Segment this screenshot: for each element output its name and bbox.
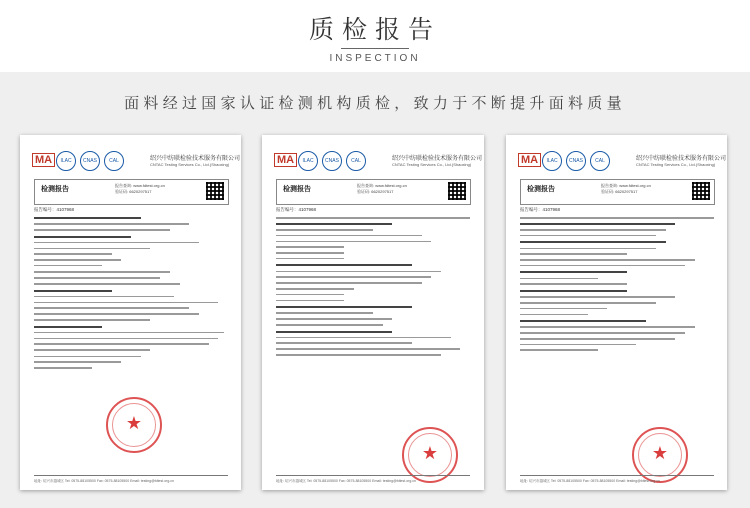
- ma-logo: MA: [274, 153, 297, 167]
- red-seal-stamp: ★: [632, 427, 688, 483]
- ma-logo: MA: [518, 153, 541, 167]
- report-query-url: 报告查询: www.fdtest.org.cn: [357, 183, 407, 188]
- qr-code-icon: [448, 182, 466, 200]
- report-header-box: [34, 179, 229, 205]
- ma-logo: MA: [32, 153, 55, 167]
- report-number: 报告编号：4107968: [520, 207, 561, 212]
- cal-logo: CAL: [346, 151, 366, 171]
- certification-logos: [298, 151, 366, 171]
- report-body-text: [520, 217, 714, 355]
- report-page-3: [506, 135, 727, 490]
- ilac-logo: ILAC: [298, 151, 318, 171]
- report-page-2: [262, 135, 484, 490]
- title-divider: [341, 48, 409, 49]
- report-body-text: [276, 217, 470, 360]
- report-body-text: [34, 217, 228, 373]
- report-verify-code: 验证码: 6620297517: [115, 189, 152, 194]
- footer-divider: [34, 475, 228, 476]
- report-query-url: 报告查询: www.fdtest.org.cn: [115, 183, 165, 188]
- red-seal-stamp: ★: [106, 397, 162, 453]
- report-label: 检测报告: [41, 185, 69, 193]
- footer-divider: [520, 475, 714, 476]
- report-page-1: [20, 135, 241, 490]
- report-label: 检测报告: [283, 185, 311, 193]
- report-header-box: [276, 179, 471, 205]
- red-seal-stamp: ★: [402, 427, 458, 483]
- lab-name: 绍兴中纺联检验技术服务有限公司: [392, 155, 483, 162]
- cal-logo: CAL: [590, 151, 610, 171]
- report-info: [115, 183, 165, 195]
- certification-logos: [542, 151, 610, 171]
- report-number: 报告编号：4107968: [34, 207, 75, 212]
- lab-name-en: CNTAC Testing Services Co., Ltd.(Shaoxing): [392, 162, 472, 167]
- qr-code-icon: [692, 182, 710, 200]
- report-header-box: [520, 179, 715, 205]
- certification-logos: [56, 151, 124, 171]
- report-info: [357, 183, 407, 195]
- report-query-url: 报告查询: www.fdtest.org.cn: [601, 183, 651, 188]
- report-info: [601, 183, 651, 195]
- tagline: 面料经过国家认证检测机构质检，致力于不断提升面料质量: [124, 94, 626, 112]
- footer-contact: 地址: 绍兴市越城区 Tel: 0575-88105500 Fax: 0575-88105500 Email: testing@fdtest.org.cn: [520, 479, 660, 483]
- footer-contact: 地址: 绍兴市越城区 Tel: 0575-88105500 Fax: 0575-88105500 Email: testing@fdtest.org.cn: [276, 479, 416, 483]
- report-label: 检测报告: [527, 185, 555, 193]
- lab-name-en: CNTAC Testing Services Co., Ltd.(Shaoxing): [150, 162, 230, 167]
- report-verify-code: 验证码: 6620297517: [357, 189, 394, 194]
- cal-logo: CAL: [104, 151, 124, 171]
- page-title: 质检报告: [308, 15, 441, 44]
- footer-contact: 地址: 绍兴市越城区 Tel: 0575-88105500 Fax: 0575-88105500 Email: testing@fdtest.org.cn: [34, 479, 174, 483]
- page-subtitle: INSPECTION: [329, 53, 421, 64]
- ilac-logo: ILAC: [56, 151, 76, 171]
- qr-code-icon: [206, 182, 224, 200]
- ilac-logo: ILAC: [542, 151, 562, 171]
- report-number: 报告编号：4107968: [276, 207, 317, 212]
- lab-name: 绍兴中纺联检验技术服务有限公司: [636, 155, 727, 162]
- lab-name-en: CNTAC Testing Services Co., Ltd.(Shaoxing): [636, 162, 716, 167]
- lab-name: 绍兴中纺联检验技术服务有限公司: [150, 155, 241, 162]
- report-verify-code: 验证码: 6620297517: [601, 189, 638, 194]
- cnas-logo: CNAS: [566, 151, 586, 171]
- page-header: [0, 0, 750, 72]
- cnas-logo: CNAS: [80, 151, 100, 171]
- footer-divider: [276, 475, 470, 476]
- cnas-logo: CNAS: [322, 151, 342, 171]
